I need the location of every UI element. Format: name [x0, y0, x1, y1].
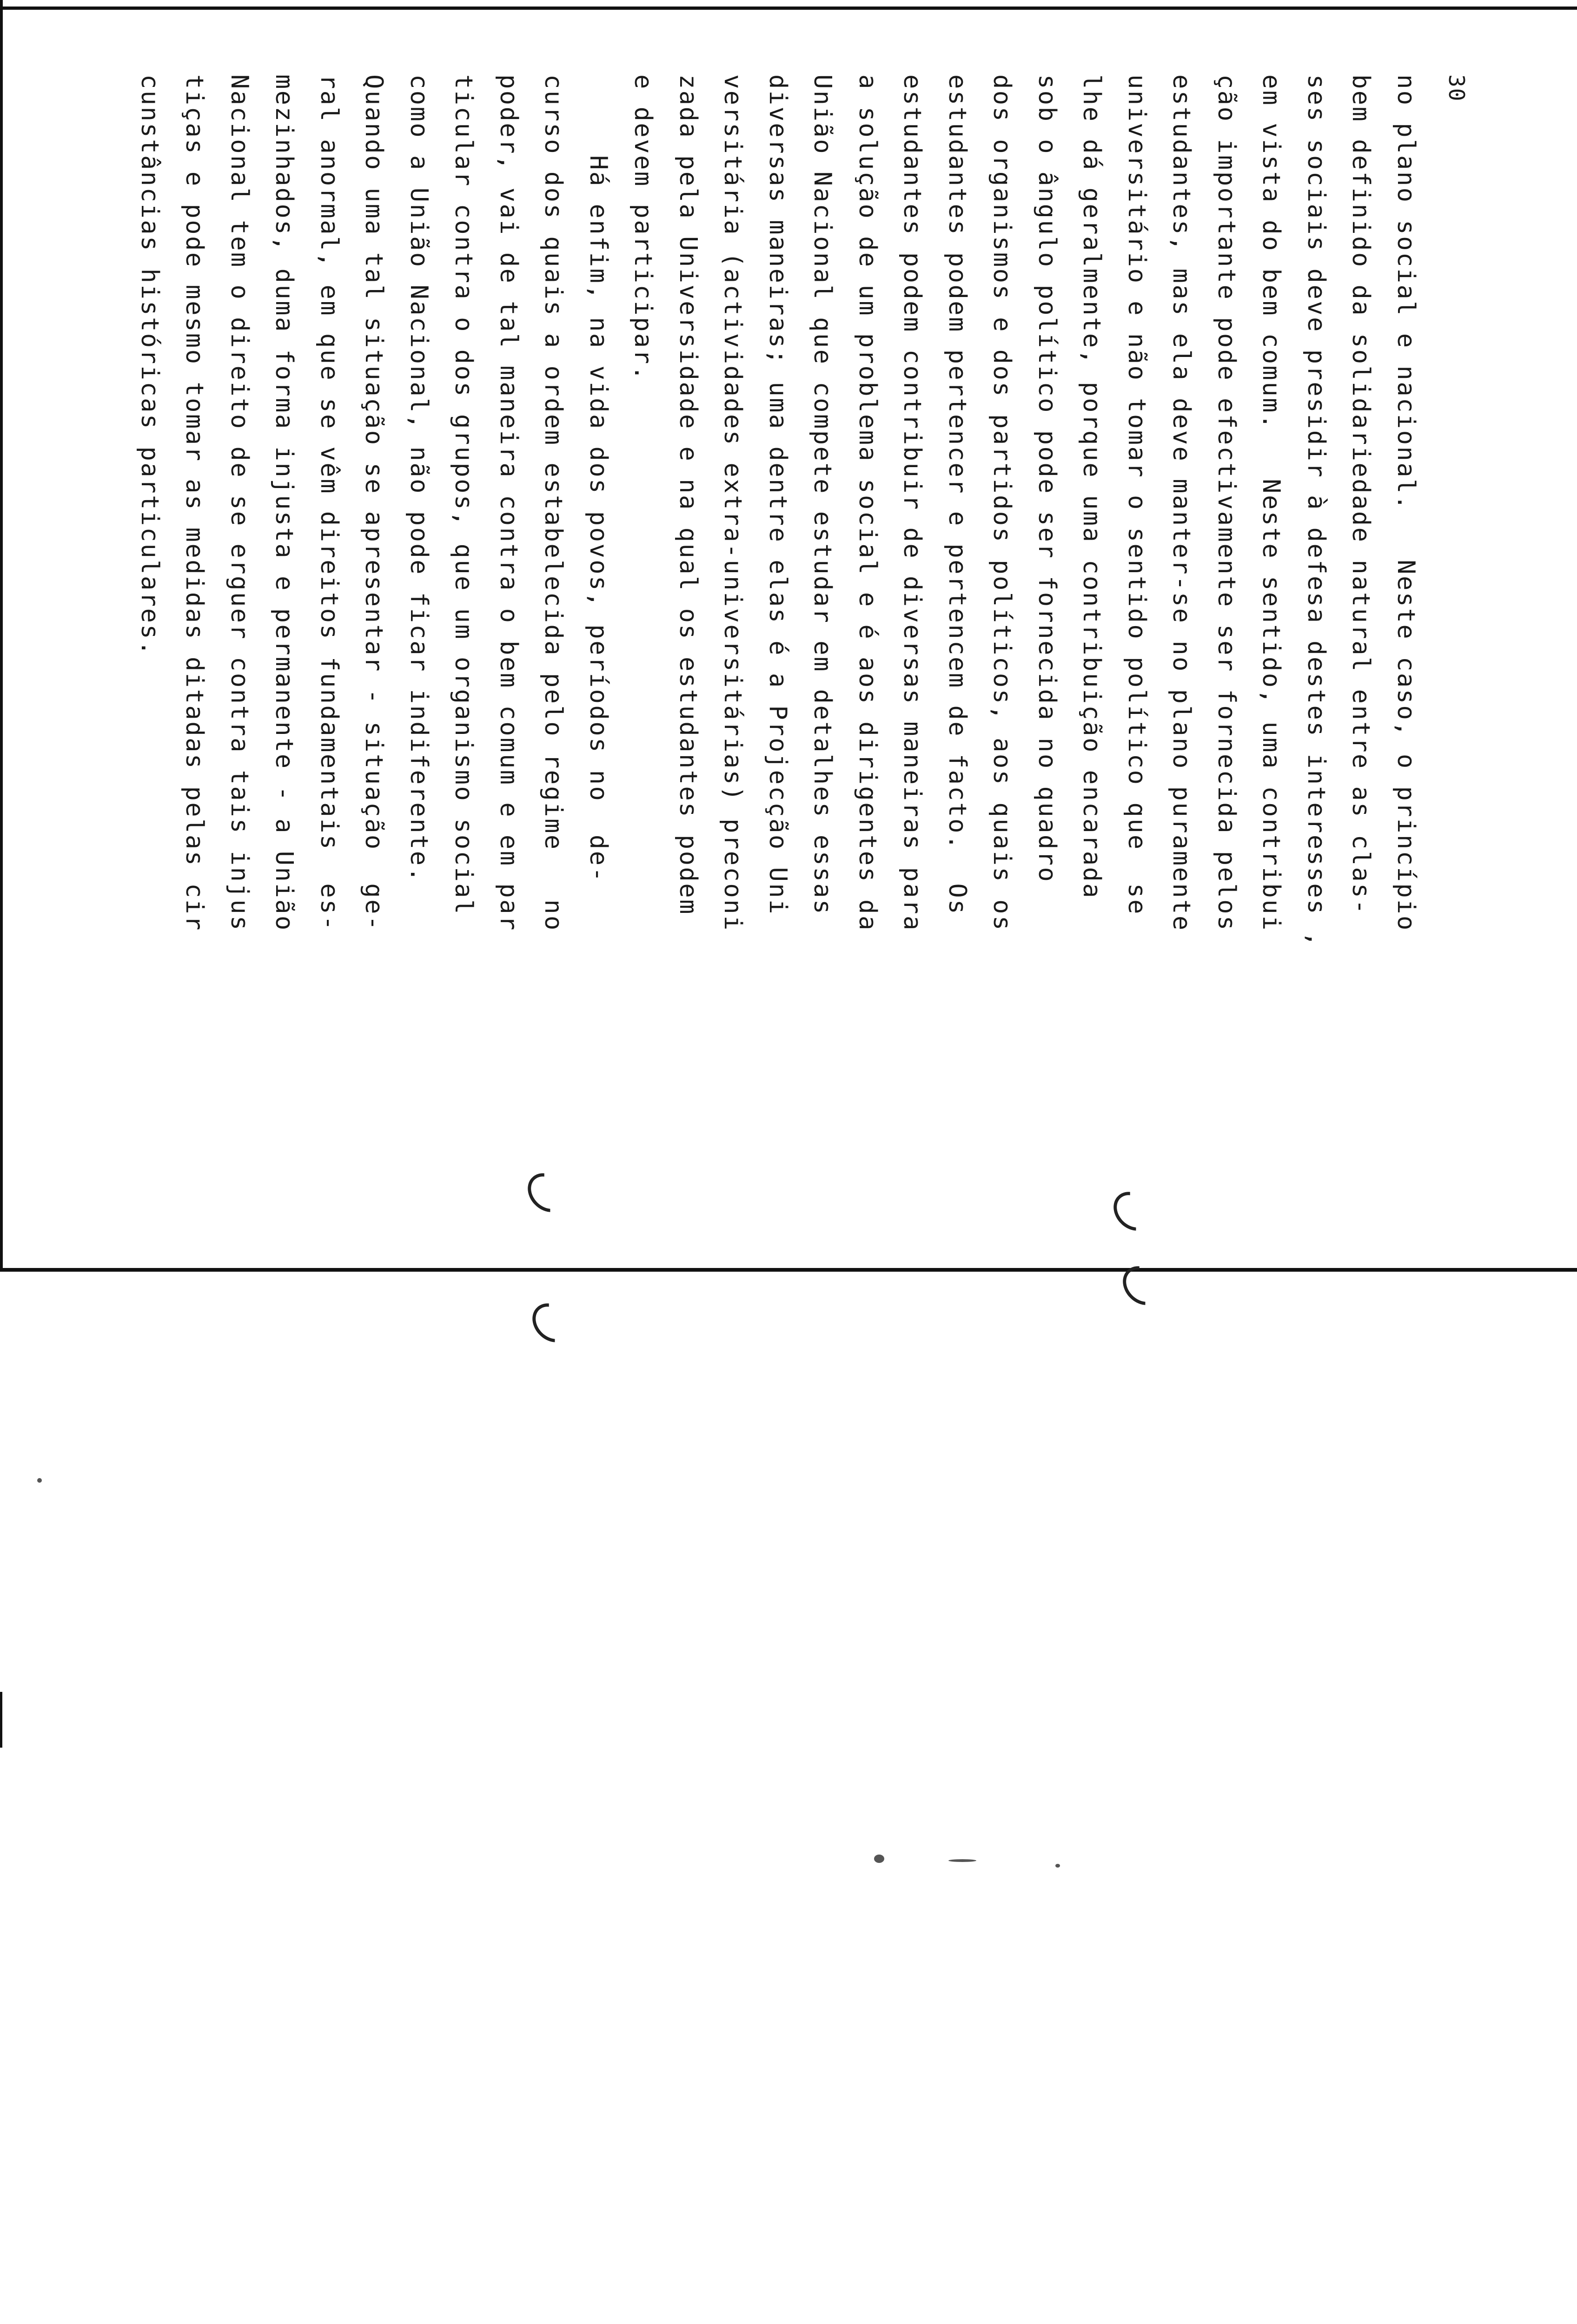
text-line: dos organismos e dos partidos políticos, aos quais os	[988, 74, 1016, 932]
page-number: 30	[1444, 74, 1469, 102]
text-line: no plano social e nacional. Neste caso, o princípio	[1392, 74, 1420, 932]
scan-speck	[1055, 1864, 1060, 1868]
text-line: mezinhados, duma forma injusta e permanente - a União	[270, 74, 298, 932]
text-line: e devem participar.	[629, 74, 657, 382]
middle-frame-line	[0, 1268, 1577, 1272]
text-line: estudantes podem contribuir de diversas maneiras para	[898, 74, 927, 932]
text-line: universitário e não tomar o sentido político que se	[1123, 74, 1151, 916]
text-line: ses sociais deve presidir à defesa destes interesses ,	[1302, 74, 1330, 948]
punch-hole-mark	[1115, 1258, 1169, 1313]
text-line: ção importante pode efectivamente ser fornecida pelos	[1213, 74, 1240, 932]
text-line: ral anormal, em que se vêm direitos fundamentais es-	[315, 74, 343, 932]
text-line: sob o ângulo político pode ser fornecida no quadro	[1033, 74, 1061, 884]
text-line: bem definido da solidariedade natural entre as clas-	[1347, 74, 1375, 916]
text-line: diversas maneiras; uma dentre elas é a Projecção Uni	[764, 74, 792, 916]
text-line: zada pela Universidade e na qual os estudantes podem	[674, 74, 702, 916]
scan-speck	[874, 1855, 884, 1863]
text-line: lhe dá geralmente, porque uma contribuição encarada	[1078, 74, 1106, 900]
text-line: a solução de um problema social e é aos dirigentes da	[854, 74, 881, 932]
scan-speck	[37, 1478, 42, 1483]
text-line: estudantes, mas ela deve manter-se no plano puramente	[1167, 74, 1196, 932]
text-line: poder, vai de tal maneira contra o bem comum e em par	[495, 74, 523, 932]
left-frame-line	[0, 0, 3, 1271]
text-line: estudantes podem pertencer e pertencem de facto. Os	[943, 74, 971, 916]
top-frame-line	[0, 7, 1577, 10]
scan-speck	[948, 1859, 976, 1862]
text-line: Há enfim, na vida dos povos, períodos no de-	[584, 74, 612, 884]
text-line: como a União Nacional, não pode ficar indiferente.	[405, 74, 433, 884]
text-line: Nacional tem o direito de se erguer contra tais injus	[225, 74, 253, 932]
text-line: curso dos quais a ordem estabelecida pelo regime no	[539, 74, 568, 932]
text-line: ticular contra o dos grupos, que um organismo social	[450, 74, 478, 916]
text-line: Quando uma tal situação se apresentar - situação ge-	[360, 74, 388, 932]
text-line: cunstâncias históricas particulares.	[136, 74, 164, 657]
text-line: tiças e pode mesmo tomar as medidas ditadas pelas cir	[180, 74, 209, 932]
left-edge-mark	[0, 1692, 2, 1748]
text-line: versitária (actividades extra-universitárias) preconi	[719, 74, 747, 932]
text-line: em vista do bem comum. Neste sentido, uma contribui	[1257, 74, 1285, 932]
text-line: União Nacional que compete estudar em detalhes essas	[808, 74, 837, 916]
typed-page	[116, 74, 1469, 1236]
punch-hole-mark	[524, 1295, 579, 1350]
